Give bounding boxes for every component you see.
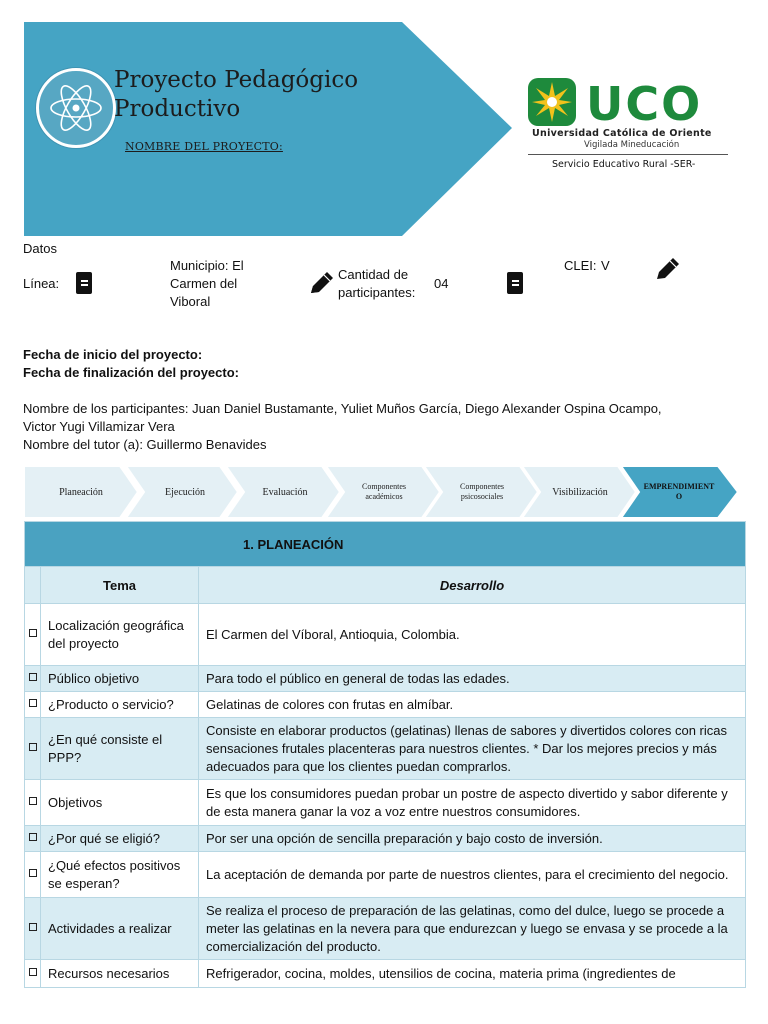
step-componentes-academicos[interactable]: Componentes académicos — [362, 482, 406, 501]
bullet-cell — [25, 826, 41, 852]
bullet-cell — [25, 692, 41, 718]
table-row — [25, 780, 746, 826]
step-componentes-psicosociales[interactable]: Componentes psicosociales — [460, 482, 504, 501]
bullet-cell — [25, 780, 41, 826]
pencil-icon — [308, 270, 336, 296]
row-tema: ¿Producto o servicio? — [41, 692, 199, 718]
row-desarrollo: Es que los consumidores puedan probar un postre de aspecto divertido y sabor diferente y de esta manera ganar la voz a voz entre nuestros consumidores. — [199, 780, 746, 826]
step-planeacion[interactable]: Planeación — [59, 486, 103, 498]
table-row — [25, 898, 746, 960]
university-name: Universidad Católica de Oriente — [532, 128, 712, 139]
row-tema: Público objetivo — [41, 666, 199, 692]
col-desarrollo-initial: D — [439, 577, 450, 593]
book-icon — [76, 272, 92, 294]
row-tema: ¿Qué efectos positivos se esperan? — [41, 852, 199, 898]
bullet-column-header — [25, 567, 41, 604]
section-title: 1. PLANEACIÓN — [25, 522, 746, 567]
square-bullet-icon — [29, 923, 37, 931]
step-ejecucion[interactable]: Ejecución — [165, 486, 205, 498]
project-title-line2: Productivo — [114, 96, 241, 122]
project-title-line1: Proyecto Pedagógico — [114, 67, 359, 93]
fecha-fin-label: Fecha de finalización del proyecto: — [23, 365, 239, 380]
clei-label: CLEI: — [564, 258, 597, 273]
book-icon — [507, 272, 523, 294]
vigilada-text: Vigilada Mineducación — [584, 140, 680, 150]
participantes-line1: Nombre de los participantes: Juan Daniel Bustamante, Yuliet Muños García, Diego Alexander Ospina Ocampo, — [23, 401, 662, 416]
logo-divider — [528, 154, 728, 155]
col-desarrollo — [199, 567, 746, 604]
table-row — [25, 692, 746, 718]
atom-logo — [36, 68, 116, 148]
row-desarrollo: Se realiza el proceso de preparación de las gelatinas, como del dulce, luego se procede a meter las gelatinas en la nevera para que endurezcan y luego se envasa y se procede a la comercialización del producto. — [199, 898, 746, 960]
row-tema: Localización geográfica del proyecto — [41, 604, 199, 666]
table-column-header — [25, 567, 746, 604]
square-bullet-icon — [29, 629, 37, 637]
municipio-label: Municipio: El Carmen del Viboral — [170, 258, 244, 309]
participantes-line2: Victor Yugi Villamizar Vera — [23, 419, 175, 434]
cantidad-label: Cantidad de participantes: — [338, 267, 416, 300]
table-row — [25, 718, 746, 780]
table-row — [25, 960, 746, 988]
cantidad-value: 04 — [434, 276, 449, 291]
row-desarrollo: El Carmen del Víboral, Antioquia, Colombia. — [199, 604, 746, 666]
bullet-cell — [25, 852, 41, 898]
step-visibilizacion[interactable]: Visibilización — [552, 486, 608, 498]
square-bullet-icon — [29, 869, 37, 877]
square-bullet-icon — [29, 673, 37, 681]
datos-heading: Datos — [23, 241, 57, 256]
row-tema: ¿En qué consiste el PPP? — [41, 718, 199, 780]
table-row — [25, 604, 746, 666]
square-bullet-icon — [29, 699, 37, 707]
bullet-cell — [25, 960, 41, 988]
table-section-header — [25, 522, 746, 567]
square-bullet-icon — [29, 833, 37, 841]
step-emprendimiento[interactable]: EMPRENDIMIENTO — [643, 482, 715, 501]
square-bullet-icon — [29, 968, 37, 976]
bullet-cell — [25, 898, 41, 960]
uco-star-icon — [528, 78, 576, 126]
process-steps — [24, 466, 744, 518]
table-row — [25, 666, 746, 692]
row-tema: Actividades a realizar — [41, 898, 199, 960]
bullet-cell — [25, 604, 41, 666]
header-banner — [0, 0, 768, 240]
table-row — [25, 826, 746, 852]
row-desarrollo: Por ser una opción de sencilla preparación y bajo costo de inversión. — [199, 826, 746, 852]
table-row — [25, 852, 746, 898]
pencil-icon — [654, 256, 682, 282]
tutor-label: Nombre del tutor (a): Guillermo Benavides — [23, 437, 267, 452]
clei-value: V — [601, 258, 610, 273]
bullet-cell — [25, 718, 41, 780]
row-tema: Objetivos — [41, 780, 199, 826]
step-evaluacion[interactable]: Evaluación — [262, 486, 308, 498]
row-desarrollo: Gelatinas de colores con frutas en almíbar. — [199, 692, 746, 718]
linea-label: Línea: — [23, 276, 60, 291]
square-bullet-icon — [29, 797, 37, 805]
atom-icon — [46, 78, 106, 138]
col-tema: Tema — [41, 567, 199, 604]
row-tema: Recursos necesarios — [41, 960, 199, 988]
planeacion-table — [24, 521, 746, 988]
row-tema: ¿Por qué se eligió? — [41, 826, 199, 852]
uco-logo-text: UCO — [586, 77, 703, 131]
uco-logo — [528, 78, 738, 178]
row-desarrollo: Para todo el público en general de todas las edades. — [199, 666, 746, 692]
col-desarrollo-rest: esarrollo — [449, 577, 505, 593]
service-text: Servicio Educativo Rural -SER- — [552, 159, 696, 170]
row-desarrollo: Refrigerador, cocina, moldes, utensilios de cocina, materia prima (ingredientes de — [199, 960, 746, 988]
row-desarrollo: Consiste en elaborar productos (gelatinas) llenas de sabores y divertidos colores con ricas sensaciones frutales placenteras para nuestros clientes. * Dar los mejores precios y más adecuados para que los clientes puedan comprarlos. — [199, 718, 746, 780]
project-title — [114, 66, 358, 124]
bullet-cell — [25, 666, 41, 692]
row-desarrollo: La aceptación de demanda por parte de nuestros clientes, para el crecimiento del negocio. — [199, 852, 746, 898]
fecha-inicio-label: Fecha de inicio del proyecto: — [23, 347, 203, 362]
square-bullet-icon — [29, 743, 37, 751]
project-name-label: NOMBRE DEL PROYECTO: — [125, 140, 283, 153]
